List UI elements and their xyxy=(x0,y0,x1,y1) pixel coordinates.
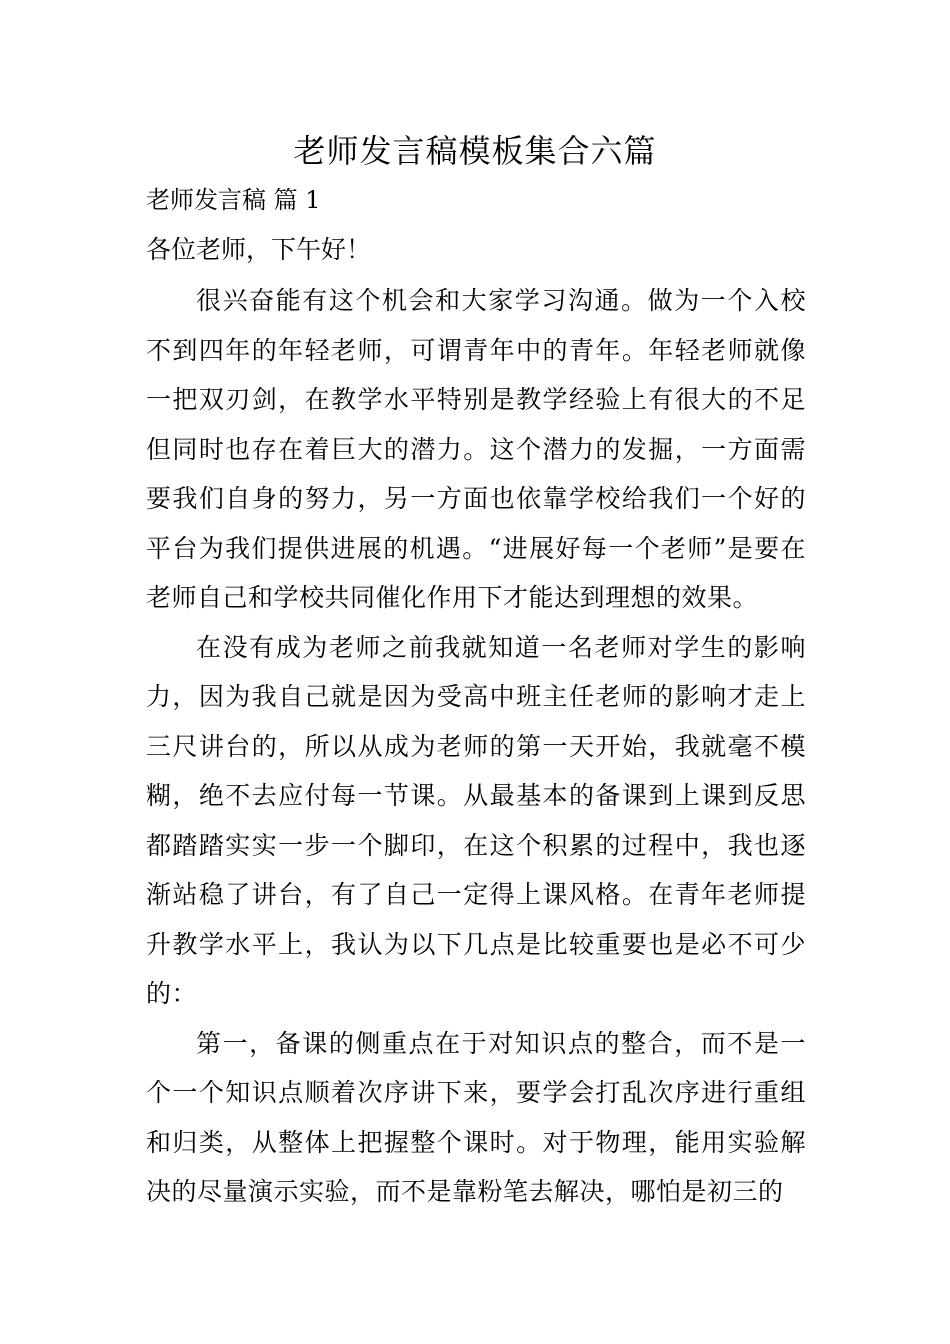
greeting-line: 各位老师，下午好！ xyxy=(146,235,372,264)
paragraph: 很兴奋能有这个机会和大家学习沟通。做为一个入校不到四年的年轻老师，可谓青年中的青年。年轻老师就像一把双刃剑，在教学水平特别是教学经验上有很大的不足但同时也存在着巨大的潜力。这个潜力的发掘，一方面需要我们自身的努力，另一方面也依靠学校给我们一个好的平台为我们提供进展的机遇。“进展好每一个老师”是要在老师自己和学校共同催化作用下才能达到理想的效果。 xyxy=(146,286,806,612)
paragraph: 在没有成为老师之前我就知道一名老师对学生的影响力，因为我自己就是因为受高中班主任老师的影响才走上三尺讲台的，所以从成为老师的第一天开始，我就毫不模糊，绝不去应付每一节课。从最基本的备课到上课到反思都踏踏实实一步一个脚印，在这个积累的过程中，我也逐渐站稳了讲台，有了自己一定得上课风格。在青年老师提升教学水平上，我认为以下几点是比较重要也是必不可少的： xyxy=(146,632,806,1008)
section-heading: 老师发言稿 篇 1 xyxy=(146,186,321,214)
paragraph: 第一，备课的侧重点在于对知识点的整合，而不是一个一个知识点顺着次序讲下来，要学会打乱次序进行重组和归类，从整体上把握整个课时。对于物理，能用实验解决的尽量演示实验，而不是靠粉笔去解决，哪怕是初三的 xyxy=(146,1028,806,1206)
document-body xyxy=(146,276,806,1217)
document-title: 老师发言稿模板集合六篇 xyxy=(293,132,657,170)
